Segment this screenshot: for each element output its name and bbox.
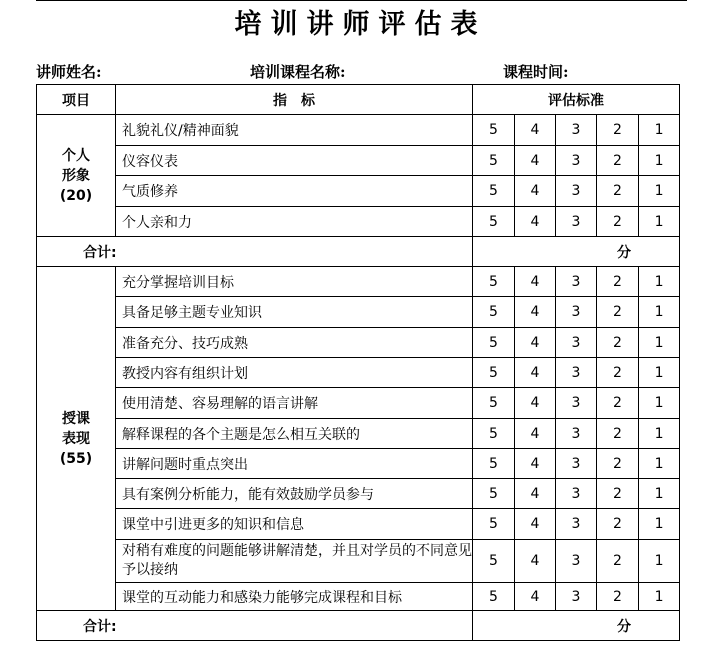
category-label-line: 个人	[62, 147, 90, 164]
score-option-cell[interactable]: 1	[639, 115, 680, 146]
score-option-cell[interactable]: 5	[473, 583, 515, 611]
indicator-cell: 充分掌握培训目标	[116, 267, 473, 297]
score-option-cell[interactable]: 3	[556, 509, 597, 540]
score-option-cell[interactable]: 1	[639, 358, 680, 388]
score-option-cell[interactable]: 5	[473, 419, 515, 449]
score-option-cell[interactable]: 4	[515, 583, 556, 611]
score-option-cell[interactable]: 5	[473, 115, 515, 146]
score-option-cell[interactable]: 4	[515, 115, 556, 146]
score-option-cell[interactable]: 5	[473, 479, 515, 509]
indicator-cell: 解释课程的各个主题是怎么相互关联的	[116, 419, 473, 449]
score-option-cell[interactable]: 2	[597, 358, 639, 388]
score-option-cell[interactable]: 2	[597, 583, 639, 611]
score-option-cell[interactable]: 2	[597, 509, 639, 540]
category-label-line: 形象	[62, 167, 90, 184]
table-row	[37, 583, 680, 611]
score-option-cell[interactable]: 2	[597, 388, 639, 419]
header-criteria: 评估标准	[473, 85, 680, 115]
score-option-cell[interactable]: 2	[597, 176, 639, 207]
score-option-cell[interactable]: 5	[473, 358, 515, 388]
category-cell	[37, 115, 116, 237]
score-option-cell[interactable]: 2	[597, 146, 639, 176]
total-score-field[interactable]: 分	[473, 611, 680, 641]
score-option-cell[interactable]: 3	[556, 267, 597, 297]
score-option-cell[interactable]: 4	[515, 146, 556, 176]
score-option-cell[interactable]: 5	[473, 449, 515, 479]
table-row	[37, 388, 680, 419]
score-option-cell[interactable]: 4	[515, 328, 556, 358]
score-option-cell[interactable]: 5	[473, 509, 515, 540]
indicator-cell: 个人亲和力	[116, 207, 473, 237]
table-row	[37, 328, 680, 358]
score-option-cell[interactable]: 1	[639, 449, 680, 479]
total-score-field[interactable]: 分	[473, 237, 680, 267]
indicator-cell: 讲解问题时重点突出	[116, 449, 473, 479]
total-label: 合计:	[37, 237, 473, 267]
header-row	[37, 85, 680, 115]
header-item: 项目	[37, 85, 116, 115]
score-option-cell[interactable]: 2	[597, 540, 639, 583]
indicator-cell: 仪容仪表	[116, 146, 473, 176]
score-option-cell[interactable]: 4	[515, 419, 556, 449]
score-option-cell[interactable]: 2	[597, 115, 639, 146]
table-row	[37, 540, 680, 583]
category-label-line: (20)	[59, 187, 93, 204]
evaluation-table	[36, 84, 680, 641]
score-option-cell[interactable]: 2	[597, 297, 639, 328]
table-row	[37, 509, 680, 540]
score-option-cell[interactable]: 3	[556, 479, 597, 509]
score-option-cell[interactable]: 2	[597, 419, 639, 449]
table-row	[37, 358, 680, 388]
score-option-cell[interactable]: 5	[473, 267, 515, 297]
score-option-cell[interactable]: 5	[473, 388, 515, 419]
page-title: 培训讲师评估表	[234, 9, 487, 40]
score-option-cell[interactable]: 1	[639, 540, 680, 583]
score-option-cell[interactable]: 5	[473, 207, 515, 237]
header-indicator: 指 标	[116, 85, 473, 115]
indicator-cell: 具备足够主题专业知识	[116, 297, 473, 328]
table-row	[37, 207, 680, 237]
category-label-line: 授课	[62, 410, 90, 427]
category-label-line: 表现	[62, 430, 90, 447]
score-option-cell[interactable]: 3	[556, 328, 597, 358]
score-option-cell[interactable]: 4	[515, 509, 556, 540]
score-option-cell[interactable]: 1	[639, 146, 680, 176]
score-option-cell[interactable]: 4	[515, 207, 556, 237]
score-option-cell[interactable]: 3	[556, 419, 597, 449]
indicator-cell: 气质修养	[116, 176, 473, 207]
score-option-cell[interactable]: 5	[473, 540, 515, 583]
score-option-cell[interactable]: 1	[639, 297, 680, 328]
score-option-cell[interactable]: 1	[639, 509, 680, 540]
score-option-cell[interactable]: 2	[597, 479, 639, 509]
total-row	[37, 611, 680, 641]
table-row	[37, 479, 680, 509]
table-row	[37, 267, 680, 297]
score-option-cell[interactable]: 4	[515, 358, 556, 388]
table-row	[37, 146, 680, 176]
score-option-cell[interactable]: 4	[515, 449, 556, 479]
category-cell	[37, 267, 116, 611]
score-option-cell[interactable]: 3	[556, 540, 597, 583]
score-option-cell[interactable]: 4	[515, 479, 556, 509]
score-option-cell[interactable]: 1	[639, 176, 680, 207]
score-option-cell[interactable]: 5	[473, 297, 515, 328]
score-option-cell[interactable]: 3	[556, 297, 597, 328]
score-option-cell[interactable]: 1	[639, 267, 680, 297]
score-option-cell[interactable]: 3	[556, 207, 597, 237]
score-option-cell[interactable]: 3	[556, 115, 597, 146]
score-option-cell[interactable]: 2	[597, 449, 639, 479]
score-option-cell[interactable]: 3	[556, 358, 597, 388]
score-option-cell[interactable]: 4	[515, 297, 556, 328]
table-row	[37, 419, 680, 449]
score-option-cell[interactable]: 1	[639, 207, 680, 237]
score-option-cell[interactable]: 2	[597, 328, 639, 358]
score-option-cell[interactable]: 1	[639, 419, 680, 449]
table-row	[37, 297, 680, 328]
category-label-line: (55)	[59, 450, 93, 467]
indicator-cell: 对稍有难度的问题能够讲解清楚，并且对学员的不同意见予以接纳	[116, 540, 473, 583]
table-row	[37, 449, 680, 479]
score-option-cell[interactable]: 5	[473, 146, 515, 176]
trainer-name-label: 讲师姓名:	[36, 63, 102, 81]
score-option-cell[interactable]: 4	[515, 176, 556, 207]
score-option-cell[interactable]: 5	[473, 328, 515, 358]
score-option-cell[interactable]: 1	[639, 328, 680, 358]
score-option-cell[interactable]: 3	[556, 176, 597, 207]
indicator-cell: 课堂的互动能力和感染力能够完成课程和目标	[116, 583, 473, 611]
score-option-cell[interactable]: 2	[597, 207, 639, 237]
score-option-cell[interactable]: 5	[473, 176, 515, 207]
indicator-cell: 准备充分、技巧成熟	[116, 328, 473, 358]
indicator-cell: 具有案例分析能力，能有效鼓励学员参与	[116, 479, 473, 509]
table-row	[37, 176, 680, 207]
score-option-cell[interactable]: 1	[639, 479, 680, 509]
top-border-line	[36, 0, 687, 1]
course-name-label: 培训课程名称:	[250, 63, 346, 81]
score-option-cell[interactable]: 1	[639, 583, 680, 611]
score-option-cell[interactable]: 4	[515, 388, 556, 419]
score-option-cell[interactable]: 1	[639, 388, 680, 419]
indicator-cell: 课堂中引进更多的知识和信息	[116, 509, 473, 540]
score-option-cell[interactable]: 2	[597, 267, 639, 297]
total-label: 合计:	[37, 611, 473, 641]
score-option-cell[interactable]: 4	[515, 540, 556, 583]
indicator-cell: 礼貌礼仪/精神面貌	[116, 115, 473, 146]
score-option-cell[interactable]: 3	[556, 583, 597, 611]
total-row	[37, 237, 680, 267]
course-time-label: 课程时间:	[503, 63, 569, 81]
indicator-cell: 使用清楚、容易理解的语言讲解	[116, 388, 473, 419]
score-option-cell[interactable]: 4	[515, 267, 556, 297]
score-option-cell[interactable]: 3	[556, 449, 597, 479]
table-row	[37, 115, 680, 146]
indicator-cell: 教授内容有组织计划	[116, 358, 473, 388]
score-option-cell[interactable]: 3	[556, 146, 597, 176]
score-option-cell[interactable]: 3	[556, 388, 597, 419]
